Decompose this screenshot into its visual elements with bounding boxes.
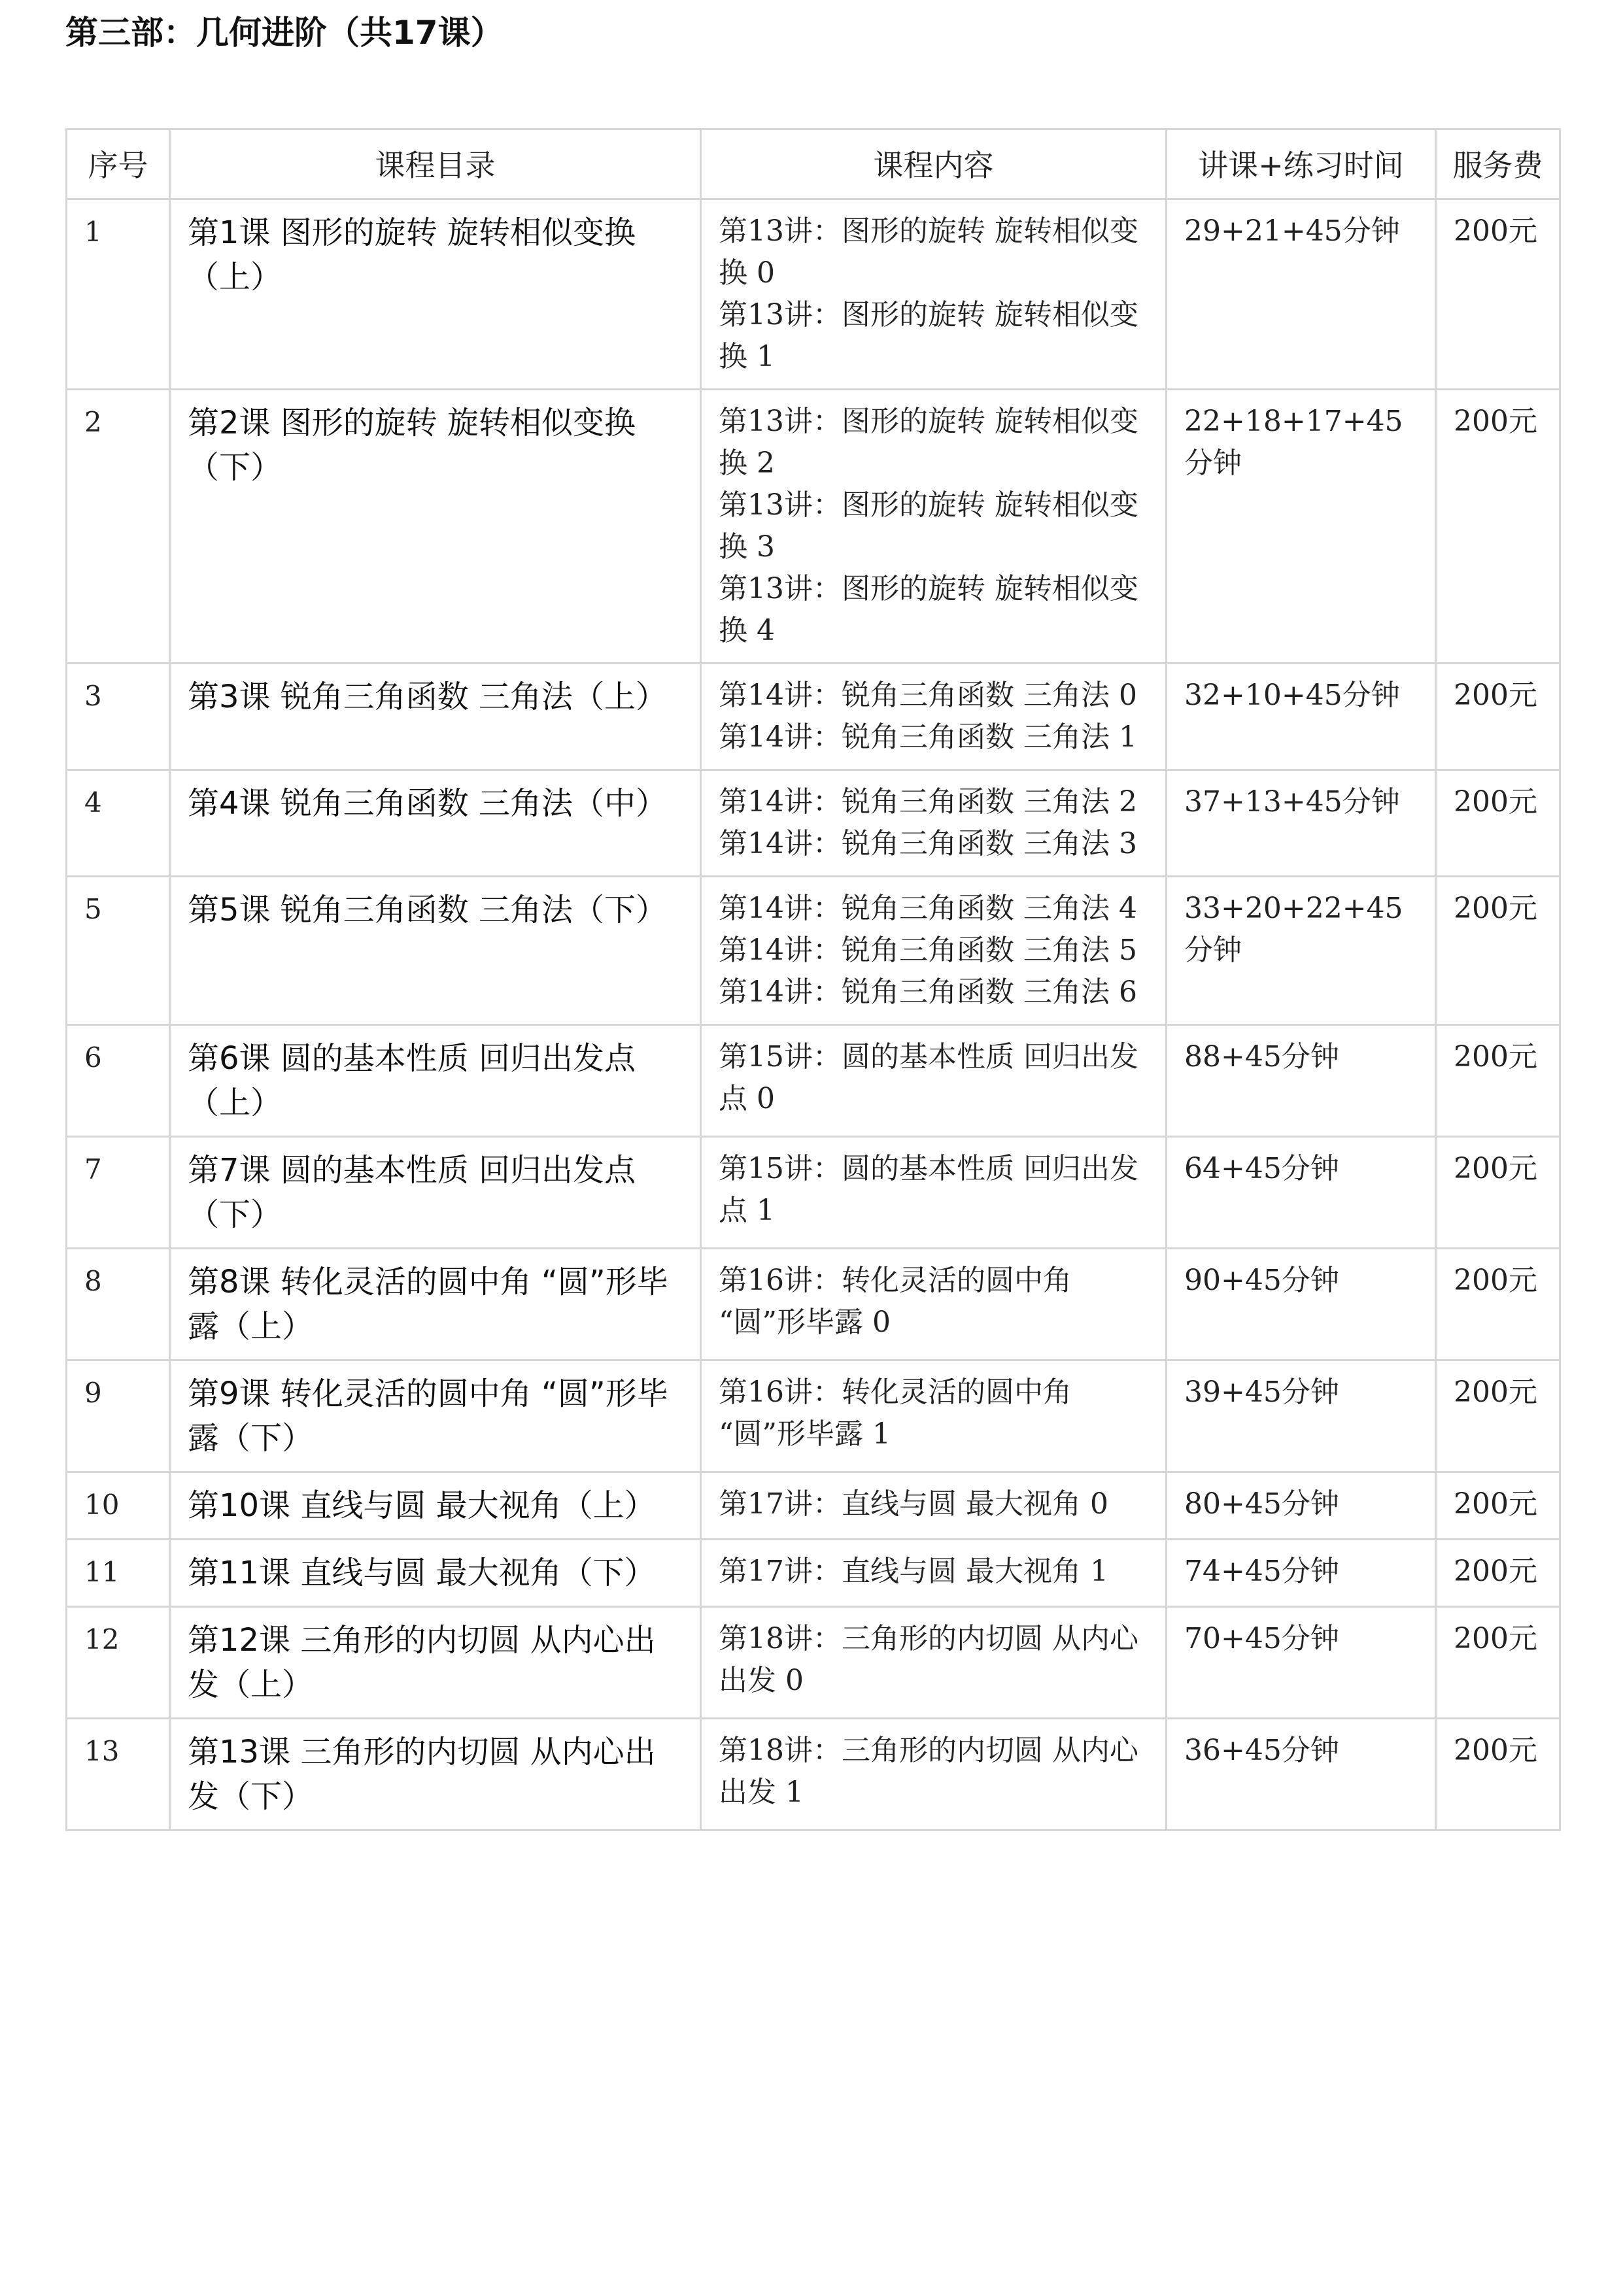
content-line: 第16讲：转化灵活的圆中角 “圆”形毕露 0 xyxy=(719,1264,1072,1339)
lesson-time: 22+18+17+45分钟 xyxy=(1167,390,1436,664)
table-row xyxy=(67,1472,1560,1540)
service-fee: 200元 xyxy=(1436,664,1560,770)
row-number: 5 xyxy=(67,877,170,1025)
course-title: 第8课 转化灵活的圆中角 “圆”形毕露（上） xyxy=(170,1249,701,1360)
table-row xyxy=(67,1540,1560,1607)
content-line: 第13讲：图形的旋转 旋转相似变换 4 xyxy=(719,572,1138,647)
row-number: 11 xyxy=(67,1540,170,1607)
service-fee: 200元 xyxy=(1436,877,1560,1025)
row-number: 7 xyxy=(67,1137,170,1249)
course-content xyxy=(701,664,1167,770)
content-line: 第15讲：圆的基本性质 回归出发点 1 xyxy=(719,1152,1138,1227)
header-no: 序号 xyxy=(67,129,170,199)
table-row xyxy=(67,390,1560,664)
lesson-time: 33+20+22+45分钟 xyxy=(1167,877,1436,1025)
table-row xyxy=(67,1719,1560,1831)
course-title: 第10课 直线与圆 最大视角（上） xyxy=(170,1472,701,1540)
row-number: 8 xyxy=(67,1249,170,1360)
course-table xyxy=(65,128,1561,1831)
service-fee: 200元 xyxy=(1436,1249,1560,1360)
content-line: 第14讲：锐角三角函数 三角法 6 xyxy=(719,975,1137,1009)
content-line: 第14讲：锐角三角函数 三角法 1 xyxy=(719,720,1137,754)
row-number: 12 xyxy=(67,1607,170,1719)
course-content xyxy=(701,1540,1167,1607)
table-header-row xyxy=(67,129,1560,199)
course-content xyxy=(701,1607,1167,1719)
row-number: 4 xyxy=(67,770,170,877)
service-fee: 200元 xyxy=(1436,1360,1560,1472)
content-line: 第17讲：直线与圆 最大视角 0 xyxy=(719,1487,1108,1521)
service-fee: 200元 xyxy=(1436,390,1560,664)
content-line: 第13讲：图形的旋转 旋转相似变换 0 xyxy=(719,214,1138,290)
table-row xyxy=(67,1025,1560,1137)
course-content xyxy=(701,390,1167,664)
header-title: 课程目录 xyxy=(170,129,701,199)
row-number: 2 xyxy=(67,390,170,664)
table-body xyxy=(67,199,1560,1831)
lesson-time: 88+45分钟 xyxy=(1167,1025,1436,1137)
course-content xyxy=(701,1025,1167,1137)
course-title: 第6课 圆的基本性质 回归出发点（上） xyxy=(170,1025,701,1137)
service-fee: 200元 xyxy=(1436,1025,1560,1137)
table-row xyxy=(67,1360,1560,1472)
table-row xyxy=(67,1607,1560,1719)
content-line: 第13讲：图形的旋转 旋转相似变换 2 xyxy=(719,405,1138,480)
content-line: 第17讲：直线与圆 最大视角 1 xyxy=(719,1555,1108,1588)
course-title: 第12课 三角形的内切圆 从内心出发（上） xyxy=(170,1607,701,1719)
table-row xyxy=(67,877,1560,1025)
row-number: 1 xyxy=(67,199,170,390)
table-row xyxy=(67,770,1560,877)
header-content: 课程内容 xyxy=(701,129,1167,199)
service-fee: 200元 xyxy=(1436,1607,1560,1719)
lesson-time: 37+13+45分钟 xyxy=(1167,770,1436,877)
course-content xyxy=(701,770,1167,877)
content-line: 第18讲：三角形的内切圆 从内心出发 0 xyxy=(719,1622,1138,1697)
content-line: 第14讲：锐角三角函数 三角法 0 xyxy=(719,679,1137,712)
service-fee: 200元 xyxy=(1436,1472,1560,1540)
content-line: 第14讲：锐角三角函数 三角法 2 xyxy=(719,785,1137,819)
course-title: 第4课 锐角三角函数 三角法（中） xyxy=(170,770,701,877)
row-number: 6 xyxy=(67,1025,170,1137)
course-title: 第9课 转化灵活的圆中角 “圆”形毕露（下） xyxy=(170,1360,701,1472)
course-title: 第3课 锐角三角函数 三角法（上） xyxy=(170,664,701,770)
row-number: 13 xyxy=(67,1719,170,1831)
course-content xyxy=(701,1360,1167,1472)
table-row xyxy=(67,1249,1560,1360)
lesson-time: 39+45分钟 xyxy=(1167,1360,1436,1472)
course-title: 第2课 图形的旋转 旋转相似变换（下） xyxy=(170,390,701,664)
row-number: 9 xyxy=(67,1360,170,1472)
course-content xyxy=(701,877,1167,1025)
lesson-time: 80+45分钟 xyxy=(1167,1472,1436,1540)
content-line: 第13讲：图形的旋转 旋转相似变换 1 xyxy=(719,298,1138,373)
lesson-time: 74+45分钟 xyxy=(1167,1540,1436,1607)
course-content xyxy=(701,199,1167,390)
content-line: 第14讲：锐角三角函数 三角法 3 xyxy=(719,827,1137,860)
course-title: 第7课 圆的基本性质 回归出发点（下） xyxy=(170,1137,701,1249)
lesson-time: 90+45分钟 xyxy=(1167,1249,1436,1360)
lesson-time: 29+21+45分钟 xyxy=(1167,199,1436,390)
course-title: 第1课 图形的旋转 旋转相似变换（上） xyxy=(170,199,701,390)
table-row xyxy=(67,199,1560,390)
service-fee: 200元 xyxy=(1436,1540,1560,1607)
lesson-time: 32+10+45分钟 xyxy=(1167,664,1436,770)
content-line: 第16讲：转化灵活的圆中角 “圆”形毕露 1 xyxy=(719,1376,1072,1451)
header-fee: 服务费 xyxy=(1436,129,1560,199)
content-line: 第14讲：锐角三角函数 三角法 4 xyxy=(719,892,1137,925)
table-row xyxy=(67,1137,1560,1249)
service-fee: 200元 xyxy=(1436,1719,1560,1831)
course-content xyxy=(701,1137,1167,1249)
course-title: 第13课 三角形的内切圆 从内心出发（下） xyxy=(170,1719,701,1831)
lesson-time: 70+45分钟 xyxy=(1167,1607,1436,1719)
course-title: 第5课 锐角三角函数 三角法（下） xyxy=(170,877,701,1025)
header-time: 讲课+练习时间 xyxy=(1167,129,1436,199)
content-line: 第18讲：三角形的内切圆 从内心出发 1 xyxy=(719,1734,1138,1809)
content-line: 第15讲：圆的基本性质 回归出发点 0 xyxy=(719,1040,1138,1115)
service-fee: 200元 xyxy=(1436,770,1560,877)
row-number: 3 xyxy=(67,664,170,770)
row-number: 10 xyxy=(67,1472,170,1540)
course-title: 第11课 直线与圆 最大视角（下） xyxy=(170,1540,701,1607)
service-fee: 200元 xyxy=(1436,1137,1560,1249)
page-title: 第三部：几何进阶（共17课） xyxy=(65,14,504,52)
content-line: 第14讲：锐角三角函数 三角法 5 xyxy=(719,934,1137,967)
lesson-time: 64+45分钟 xyxy=(1167,1137,1436,1249)
service-fee: 200元 xyxy=(1436,199,1560,390)
course-content xyxy=(701,1249,1167,1360)
lesson-time: 36+45分钟 xyxy=(1167,1719,1436,1831)
table-row xyxy=(67,664,1560,770)
course-content xyxy=(701,1472,1167,1540)
content-line: 第13讲：图形的旋转 旋转相似变换 3 xyxy=(719,488,1138,564)
course-content xyxy=(701,1719,1167,1831)
